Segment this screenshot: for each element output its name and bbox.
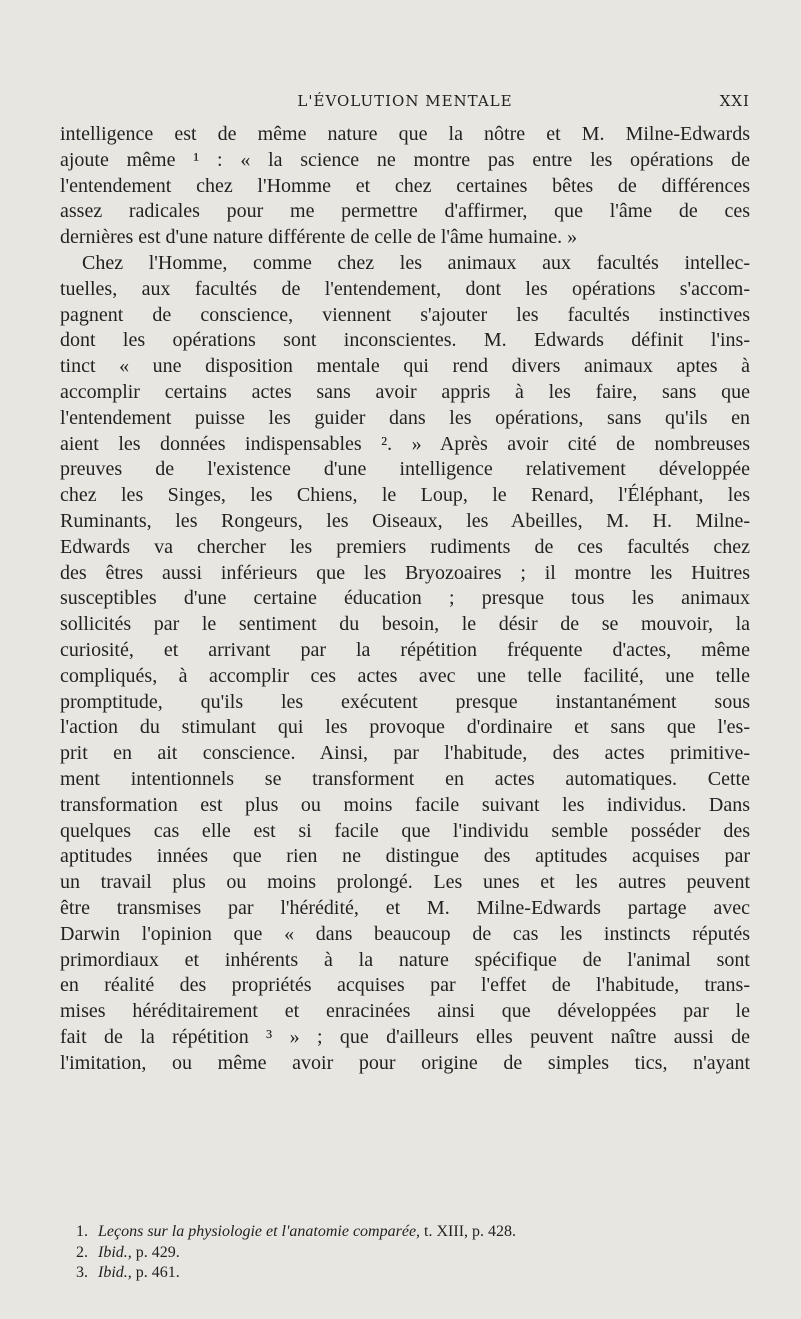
footnote (76, 1263, 756, 1284)
text-line: être transmises par l'hérédité, et M. Milne-Edwards partage avec (60, 896, 750, 919)
footnote-reference: t. XIII, p. 428. (420, 1223, 517, 1240)
footnote-reference: p. 461. (131, 1264, 180, 1281)
text-line: aptitudes innées que rien ne distingue des aptitudes acquises par (60, 845, 750, 868)
footnote (76, 1243, 756, 1264)
text-line: mises héréditairement et enracinées ainsi que développées par le (60, 1000, 750, 1023)
text-line: dont les opérations sont inconscientes. M. Edwards définit l'ins- (60, 329, 750, 352)
text-line: preuves de l'existence d'une intelligence relativement développée (60, 458, 750, 481)
footnote-source: Ibid., (98, 1264, 132, 1281)
text-line: transformation est plus ou moins facile suivant les individus. Dans (60, 793, 750, 816)
footnote-number: 2. (76, 1243, 88, 1261)
text-line: en réalité des propriétés acquises par l'effet de l'habitude, trans- (60, 974, 750, 997)
text-line: sollicités par le sentiment du besoin, le désir de se mouvoir, la (60, 613, 750, 636)
text-line: chez les Singes, les Chiens, le Loup, le Renard, l'Éléphant, les (60, 484, 750, 507)
text-line: accomplir certains actes sans avoir appris à les faire, sans que (60, 380, 750, 403)
footnotes (76, 1222, 756, 1284)
text-line: l'action du stimulant qui les provoque d'ordinaire et sans que l'es- (60, 716, 750, 739)
text-line: ajoute même ¹ : « la science ne montre pas entre les opérations de (60, 148, 750, 171)
text-line: l'imitation, ou même avoir pour origine de simples tics, n'ayant (60, 1051, 750, 1074)
text-line: Edwards va chercher les premiers rudiments de ces facultés chez (60, 535, 750, 558)
text-line: des êtres aussi inférieurs que les Bryozoaires ; il montre les Huitres (60, 561, 750, 584)
text-line: tinct « une disposition mentale qui rend divers animaux aptes à (60, 355, 750, 378)
text-line: quelques cas elle est si facile que l'individu semble posséder des (60, 819, 750, 842)
text-line: tuelles, aux facultés de l'entendement, dont les opérations s'accom- (60, 277, 750, 300)
footnote-source: Leçons sur la physiologie et l'anatomie comparée, (98, 1223, 421, 1240)
text-line: compliqués, à accomplir ces actes avec une telle facilité, une telle (60, 664, 750, 687)
text-line: Ruminants, les Rongeurs, les Oiseaux, les Abeilles, M. H. Milne- (60, 509, 750, 532)
running-title: L'ÉVOLUTION MENTALE (297, 92, 513, 110)
text-line: intelligence est de même nature que la nôtre et M. Milne-Edwards (60, 123, 750, 145)
text-line: dernières est d'une nature différente de celle de l'âme humaine. » (60, 226, 578, 249)
footnote-number: 3. (76, 1264, 88, 1281)
text-line: fait de la répétition ³ » ; que d'ailleurs elles peuvent naître aussi de (60, 1025, 750, 1048)
text-line: l'entendement chez l'Homme et chez certaines bêtes de différences (60, 174, 750, 197)
text-line: primordiaux et inhérents à la nature spécifique de l'animal sont (60, 948, 750, 971)
text-line: promptitude, qu'ils les exécutent presque instantanément sous (60, 690, 750, 713)
page-number: XXI (719, 92, 750, 110)
footnote-number: 1. (76, 1223, 88, 1240)
footnote-source: Ibid., (98, 1243, 132, 1261)
text-line: prit en ait conscience. Ainsi, par l'habitude, des actes primitive- (60, 742, 750, 765)
text-line: aient les données indispensables ². » Après avoir cité de nombreuses (60, 432, 750, 455)
text-line: Chez l'Homme, comme chez les animaux aux facultés intellec- (82, 251, 750, 274)
text-line: curiosité, et arrivant par la répétition fréquente d'actes, même (60, 638, 750, 661)
body-text (60, 122, 750, 1076)
running-head (60, 92, 750, 112)
text-line: pagnent de conscience, viennent s'ajouter les facultés instinctives (60, 303, 750, 326)
text-line: un travail plus ou moins prolongé. Les unes et les autres peuvent (60, 871, 750, 894)
footnote-reference: p. 429. (131, 1243, 180, 1261)
text-line: Darwin l'opinion que « dans beaucoup de cas les instincts réputés (60, 922, 750, 945)
footnote (76, 1222, 756, 1243)
text-line: assez radicales pour me permettre d'affirmer, que l'âme de ces (60, 200, 750, 223)
text-line: l'entendement puisse les guider dans les opérations, sans qu'ils en (60, 406, 750, 429)
text-line: ment intentionnels se transforment en actes automatiques. Cette (60, 767, 750, 790)
text-line: susceptibles d'une certaine éducation ; presque tous les animaux (60, 587, 750, 610)
